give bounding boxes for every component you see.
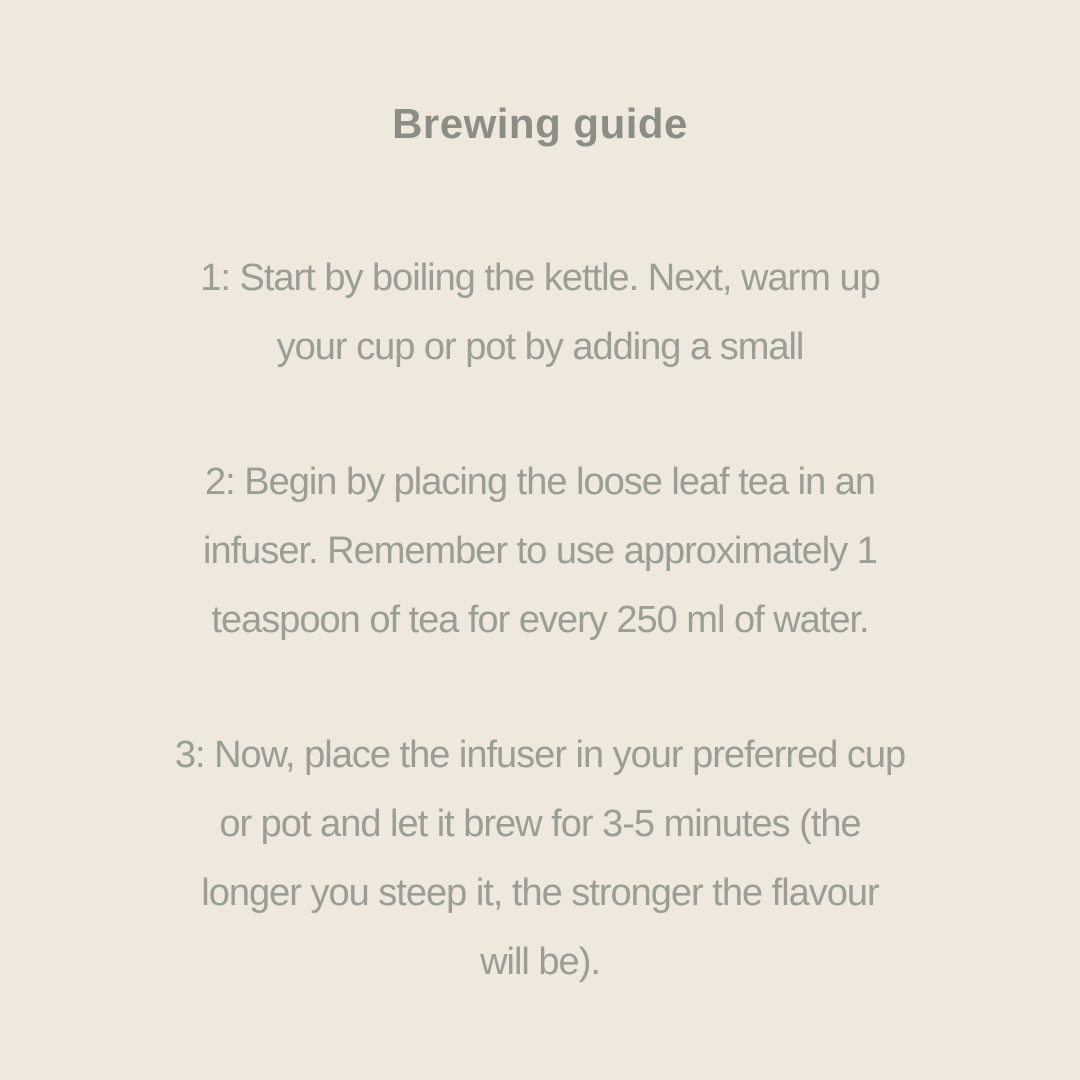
- brewing-step-1: [200, 244, 879, 382]
- step-2-line-3: teaspoon of tea for every 250 ml of water.: [211, 599, 869, 641]
- step-3-line-3: longer you steep it, the stronger the flavour: [201, 872, 879, 914]
- step-2-line-2: infuser. Remember to use approximately 1: [203, 530, 877, 572]
- step-3-line-1: 3: Now, place the infuser in your preferred cup: [174, 734, 906, 776]
- step-3-line-4: will be).: [480, 941, 600, 983]
- step-3-line-2: or pot and let it brew for 3-5 minutes (the: [219, 803, 861, 845]
- step-1-line-2: your cup or pot by adding a small: [276, 326, 804, 368]
- step-1-line-1: 1: Start by boiling the kettle. Next, warm up: [200, 257, 880, 299]
- page-title: Brewing guide: [392, 100, 688, 147]
- brewing-step-2: [203, 448, 877, 655]
- step-2-line-1: 2: Begin by placing the loose leaf tea in an: [204, 461, 876, 503]
- brewing-step-3: [175, 721, 905, 997]
